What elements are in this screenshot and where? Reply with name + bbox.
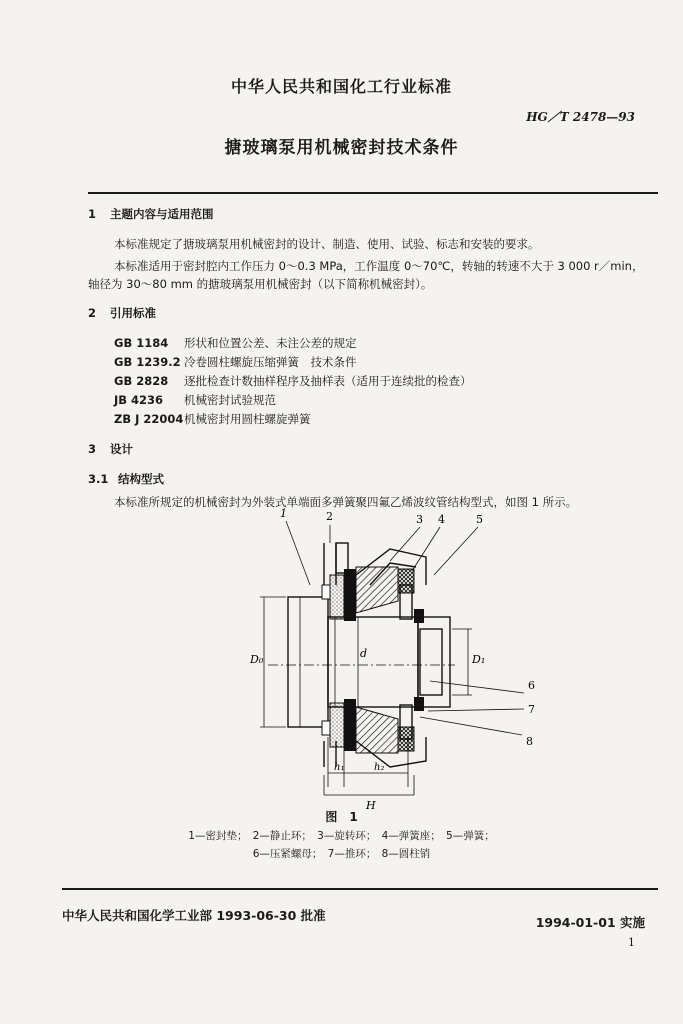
document-title: 搪玻璃泵用机械密封技术条件 — [224, 138, 459, 158]
reference-item: ZB J 22004机械密封用圆柱螺旋弹簧 — [114, 412, 311, 426]
section-1-para-2a: 本标准适用于密封腔内工作压力 0～0.3 MPa，工作温度 0～70℃，转轴的转速不大于 3 000 r／min， — [114, 259, 644, 273]
dimension-label: d — [360, 647, 368, 660]
part-label: 2 — [326, 510, 333, 523]
part-label: 7 — [528, 703, 535, 716]
dimension-label: D₀ — [250, 653, 264, 666]
title-rule — [88, 192, 658, 194]
section-3-1-para: 本标准所规定的机械密封为外装式单端面多弹簧聚四氟乙烯波纹管结构型式，如图 1 所示。 — [114, 495, 578, 509]
effective-date: 1994-01-01 实施 — [535, 915, 645, 930]
reference-item: GB 2828 逐批检查计数抽样程序及抽样表（适用于连续批的检查） — [114, 374, 472, 388]
page-number: 1 — [628, 936, 635, 949]
section-2-heading: 2 引用标准 — [88, 306, 156, 320]
figure-legend-line-2: 6—压紧螺母； 7—推环； 8—圆柱销 — [252, 848, 431, 860]
figure-1-drawing — [240, 505, 560, 817]
dimension-label: H — [366, 799, 376, 812]
part-label: 5 — [476, 513, 483, 526]
approval-notice: 中华人民共和国化学工业部 1993-06-30 批准 — [62, 908, 326, 923]
section-1-para-2b: 轴径为 30～80 mm 的搪玻璃泵用机械密封（以下简称机械密封）。 — [88, 277, 433, 291]
part-label: 4 — [438, 513, 445, 526]
dimension-label: h₁ — [334, 762, 345, 773]
standard-code: HG／T 2478—93 — [526, 110, 635, 124]
section-1-para-1: 本标准规定了搪玻璃泵用机械密封的设计、制造、使用、试验、标志和安装的要求。 — [114, 237, 540, 251]
dimension-label: D₁ — [472, 653, 486, 666]
figure-caption: 图 1 — [325, 810, 358, 824]
reference-item: JB 4236 机械密封试验规范 — [114, 393, 276, 407]
section-1-heading: 1 主题内容与适用范围 — [88, 207, 214, 221]
section-3-heading: 3 设计 — [88, 442, 133, 456]
part-label: 8 — [526, 735, 533, 748]
part-label: 3 — [416, 513, 423, 526]
section-3-1-heading: 3.1 结构型式 — [88, 472, 164, 486]
figure-legend-line-1: 1—密封垫； 2—静止环； 3—旋转环； 4—弹簧座； 5—弹簧； — [188, 830, 495, 842]
standard-category-header: 中华人民共和国化工行业标准 — [230, 77, 452, 96]
reference-item: GB 1239.2 冷卷圆柱螺旋压缩弹簧 技术条件 — [114, 355, 357, 369]
reference-item: GB 1184 形状和位置公差、未注公差的规定 — [114, 336, 357, 350]
part-label: 6 — [528, 679, 535, 692]
part-label: 1 — [280, 507, 287, 520]
dimension-label: h₂ — [374, 762, 385, 773]
footer-rule — [62, 888, 658, 890]
